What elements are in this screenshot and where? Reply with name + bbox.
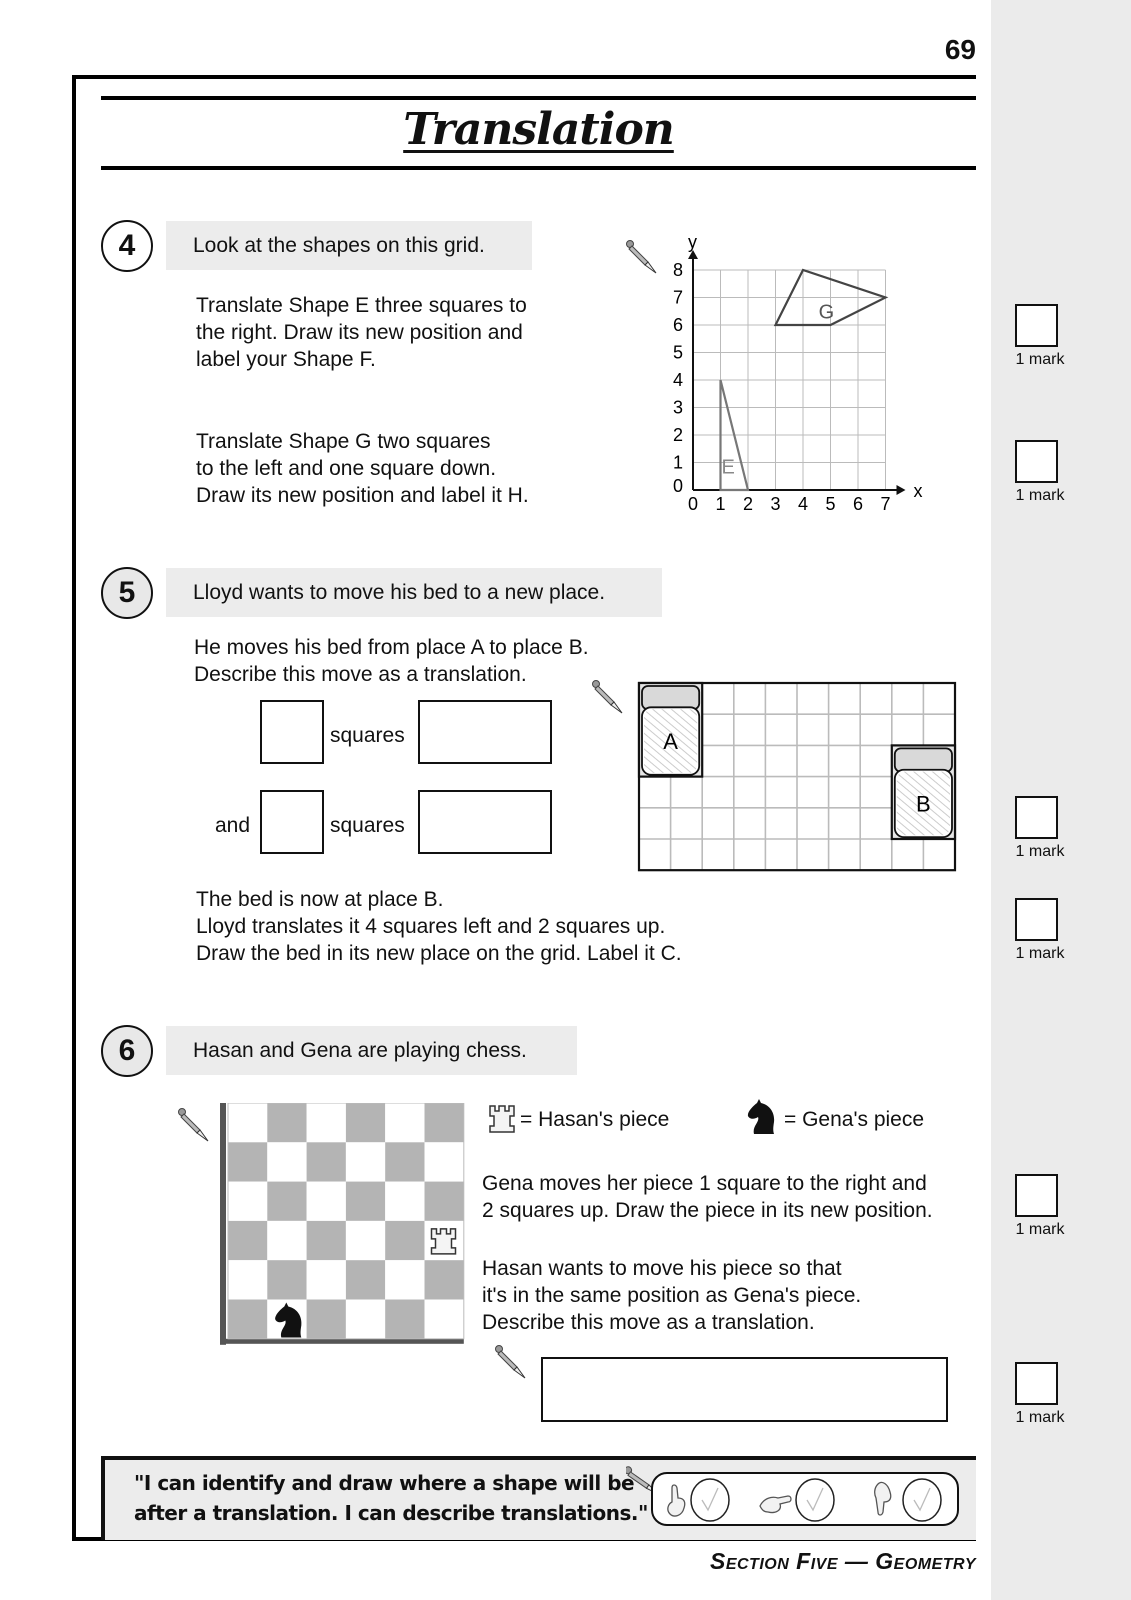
mark-label-q4b: 1 mark (1015, 487, 1065, 504)
rating-circle-2[interactable] (796, 1479, 834, 1521)
room-grid[interactable] (637, 681, 959, 876)
question-5-label: Lloyd wants to move his bed to a new place. (166, 568, 662, 617)
chess-square (307, 1182, 346, 1221)
x-axis-arrow (897, 485, 906, 495)
question-5-intro: He moves his bed from place A to place B. Describe this move as a translation. (194, 636, 589, 686)
mark-box-q5b[interactable] (1015, 898, 1058, 941)
squares-label-2: squares (330, 814, 405, 837)
question-5-part-2: The bed is now at place B. Lloyd translates it 4 squares left and 2 squares up. Draw the bed in its new place on the grid. Label it C. (196, 888, 682, 965)
chess-square (346, 1221, 385, 1260)
chess-square (228, 1103, 267, 1142)
chess-square (385, 1260, 424, 1299)
chess-square (346, 1142, 385, 1181)
question-4-part-2: Translate Shape G two squares to the left and one square down. Draw its new position and label it H. (196, 430, 529, 507)
question-4-part-1: Translate Shape E three squares to the right. Draw its new position and label your Shape F. (196, 294, 527, 371)
x-tick-label: 1 (715, 494, 726, 514)
question-6-label: Hasan and Gena are playing chess. (166, 1026, 577, 1075)
y-tick-label: 8 (672, 260, 683, 280)
pencil-icon (495, 1345, 535, 1385)
mark-label-q5a: 1 mark (1015, 843, 1065, 860)
chess-square (385, 1182, 424, 1221)
thumbs-sideways-icon (760, 1496, 791, 1513)
question-6-part-2: Hasan wants to move his piece so that it's in the same position as Gena's piece. Describe this move as a translation. (482, 1257, 862, 1334)
mark-label-q5b: 1 mark (1015, 945, 1065, 962)
question-4-label: Look at the shapes on this grid. (166, 221, 532, 270)
rating-circle-3[interactable] (903, 1479, 941, 1521)
title-rule-top (101, 96, 976, 100)
chess-square (267, 1221, 306, 1260)
knight-icon (744, 1098, 778, 1136)
chess-square (267, 1260, 306, 1299)
bed-a (639, 683, 702, 777)
chess-square (425, 1142, 464, 1181)
coordinate-grid[interactable] (660, 226, 930, 516)
chess-square (307, 1103, 346, 1142)
bed-label: B (916, 791, 931, 817)
frame-top (72, 75, 976, 79)
thumbs-up-icon (668, 1485, 685, 1516)
chess-square (346, 1182, 385, 1221)
chess-square (425, 1103, 464, 1142)
chess-square (228, 1260, 267, 1299)
mark-box-q4a[interactable] (1015, 304, 1058, 347)
x-axis-label: x (913, 481, 923, 501)
y-tick-label: 1 (672, 452, 683, 473)
chess-square (425, 1260, 464, 1299)
x-tick-label: 5 (825, 494, 836, 514)
chess-square (228, 1142, 267, 1181)
chess-square (267, 1103, 306, 1142)
question-6-number: 6 (101, 1025, 153, 1077)
y-axis-label: y (688, 232, 697, 252)
marks-margin (991, 0, 1131, 1600)
mark-box-q6b[interactable] (1015, 1362, 1058, 1405)
board-shadow-bottom (220, 1339, 464, 1344)
y-tick-label: 0 (672, 476, 683, 496)
y-tick-label: 7 (672, 287, 683, 308)
answer-box-squares-1[interactable] (260, 700, 324, 764)
chess-square (346, 1260, 385, 1299)
page-title: Translation (403, 104, 674, 155)
pencil-icon (592, 680, 632, 720)
bed-label: A (663, 729, 678, 755)
x-tick-label: 4 (797, 494, 809, 514)
board-shadow-left (220, 1103, 226, 1345)
answer-box-translation[interactable] (541, 1357, 948, 1422)
bed-b (892, 745, 955, 839)
x-tick-label: 2 (742, 494, 754, 514)
chess-square (385, 1300, 424, 1339)
chess-square (228, 1182, 267, 1221)
chess-square (307, 1260, 346, 1299)
chess-square (346, 1300, 385, 1339)
shape-label-e: E (721, 456, 735, 479)
x-tick-label: 6 (852, 494, 864, 514)
answer-box-direction-2[interactable] (418, 790, 552, 854)
chess-square (228, 1221, 267, 1260)
pencil-icon (178, 1108, 218, 1148)
chess-square (425, 1182, 464, 1221)
mark-label-q4a: 1 mark (1015, 351, 1065, 368)
question-5-number: 5 (101, 567, 153, 619)
bed-pillow (642, 686, 699, 709)
y-tick-label: 2 (672, 425, 683, 445)
rook-piece (432, 1229, 456, 1254)
page-number: 69 (944, 34, 976, 65)
chess-square (267, 1182, 306, 1221)
question-6-part-1: Gena moves her piece 1 square to the right and 2 squares up. Draw the piece in its new position. (482, 1172, 933, 1222)
chess-square (307, 1221, 346, 1260)
rating-circle-1[interactable] (691, 1479, 729, 1521)
question-4-number: 4 (101, 220, 153, 272)
and-label: and (215, 814, 251, 837)
legend-gena: = Gena's piece (784, 1108, 925, 1131)
bed-pillow (895, 748, 952, 771)
self-assessment-statement: "I can identify and draw where a shape will be after a translation. I can describe translations." (134, 1471, 648, 1525)
mark-label-q6a: 1 mark (1015, 1221, 1065, 1238)
mark-box-q5a[interactable] (1015, 796, 1058, 839)
mark-box-q4b[interactable] (1015, 440, 1058, 483)
chess-square (385, 1103, 424, 1142)
mark-box-q6a[interactable] (1015, 1174, 1058, 1217)
x-tick-label: 3 (770, 494, 781, 514)
squares-label-1: squares (330, 724, 405, 747)
chessboard[interactable] (220, 1103, 466, 1347)
chess-square (425, 1300, 464, 1339)
legend-hasan: = Hasan's piece (520, 1108, 670, 1131)
x-tick-label: 7 (880, 494, 891, 514)
y-tick-label: 5 (672, 342, 683, 363)
rook-icon (486, 1104, 518, 1134)
chess-square (307, 1300, 346, 1339)
thumbs-down-icon (875, 1482, 891, 1515)
mark-label-q6b: 1 mark (1015, 1409, 1065, 1426)
shape-label-g: G (818, 301, 835, 324)
chess-square (228, 1300, 267, 1339)
chess-square (346, 1103, 385, 1142)
answer-box-direction-1[interactable] (418, 700, 552, 764)
y-tick-label: 4 (672, 370, 683, 390)
title-rule-bottom (101, 166, 976, 170)
y-tick-label: 6 (672, 315, 683, 335)
chess-square (267, 1142, 306, 1181)
section-footer: Section Five — Geometry (709, 1548, 976, 1574)
answer-box-squares-2[interactable] (260, 790, 324, 854)
x-tick-label: 0 (687, 494, 699, 514)
frame-left (72, 75, 76, 1541)
y-tick-label: 3 (672, 397, 683, 418)
chess-square (385, 1142, 424, 1181)
chess-square (385, 1221, 424, 1260)
rating-options (660, 1476, 956, 1524)
chess-square (307, 1142, 346, 1181)
